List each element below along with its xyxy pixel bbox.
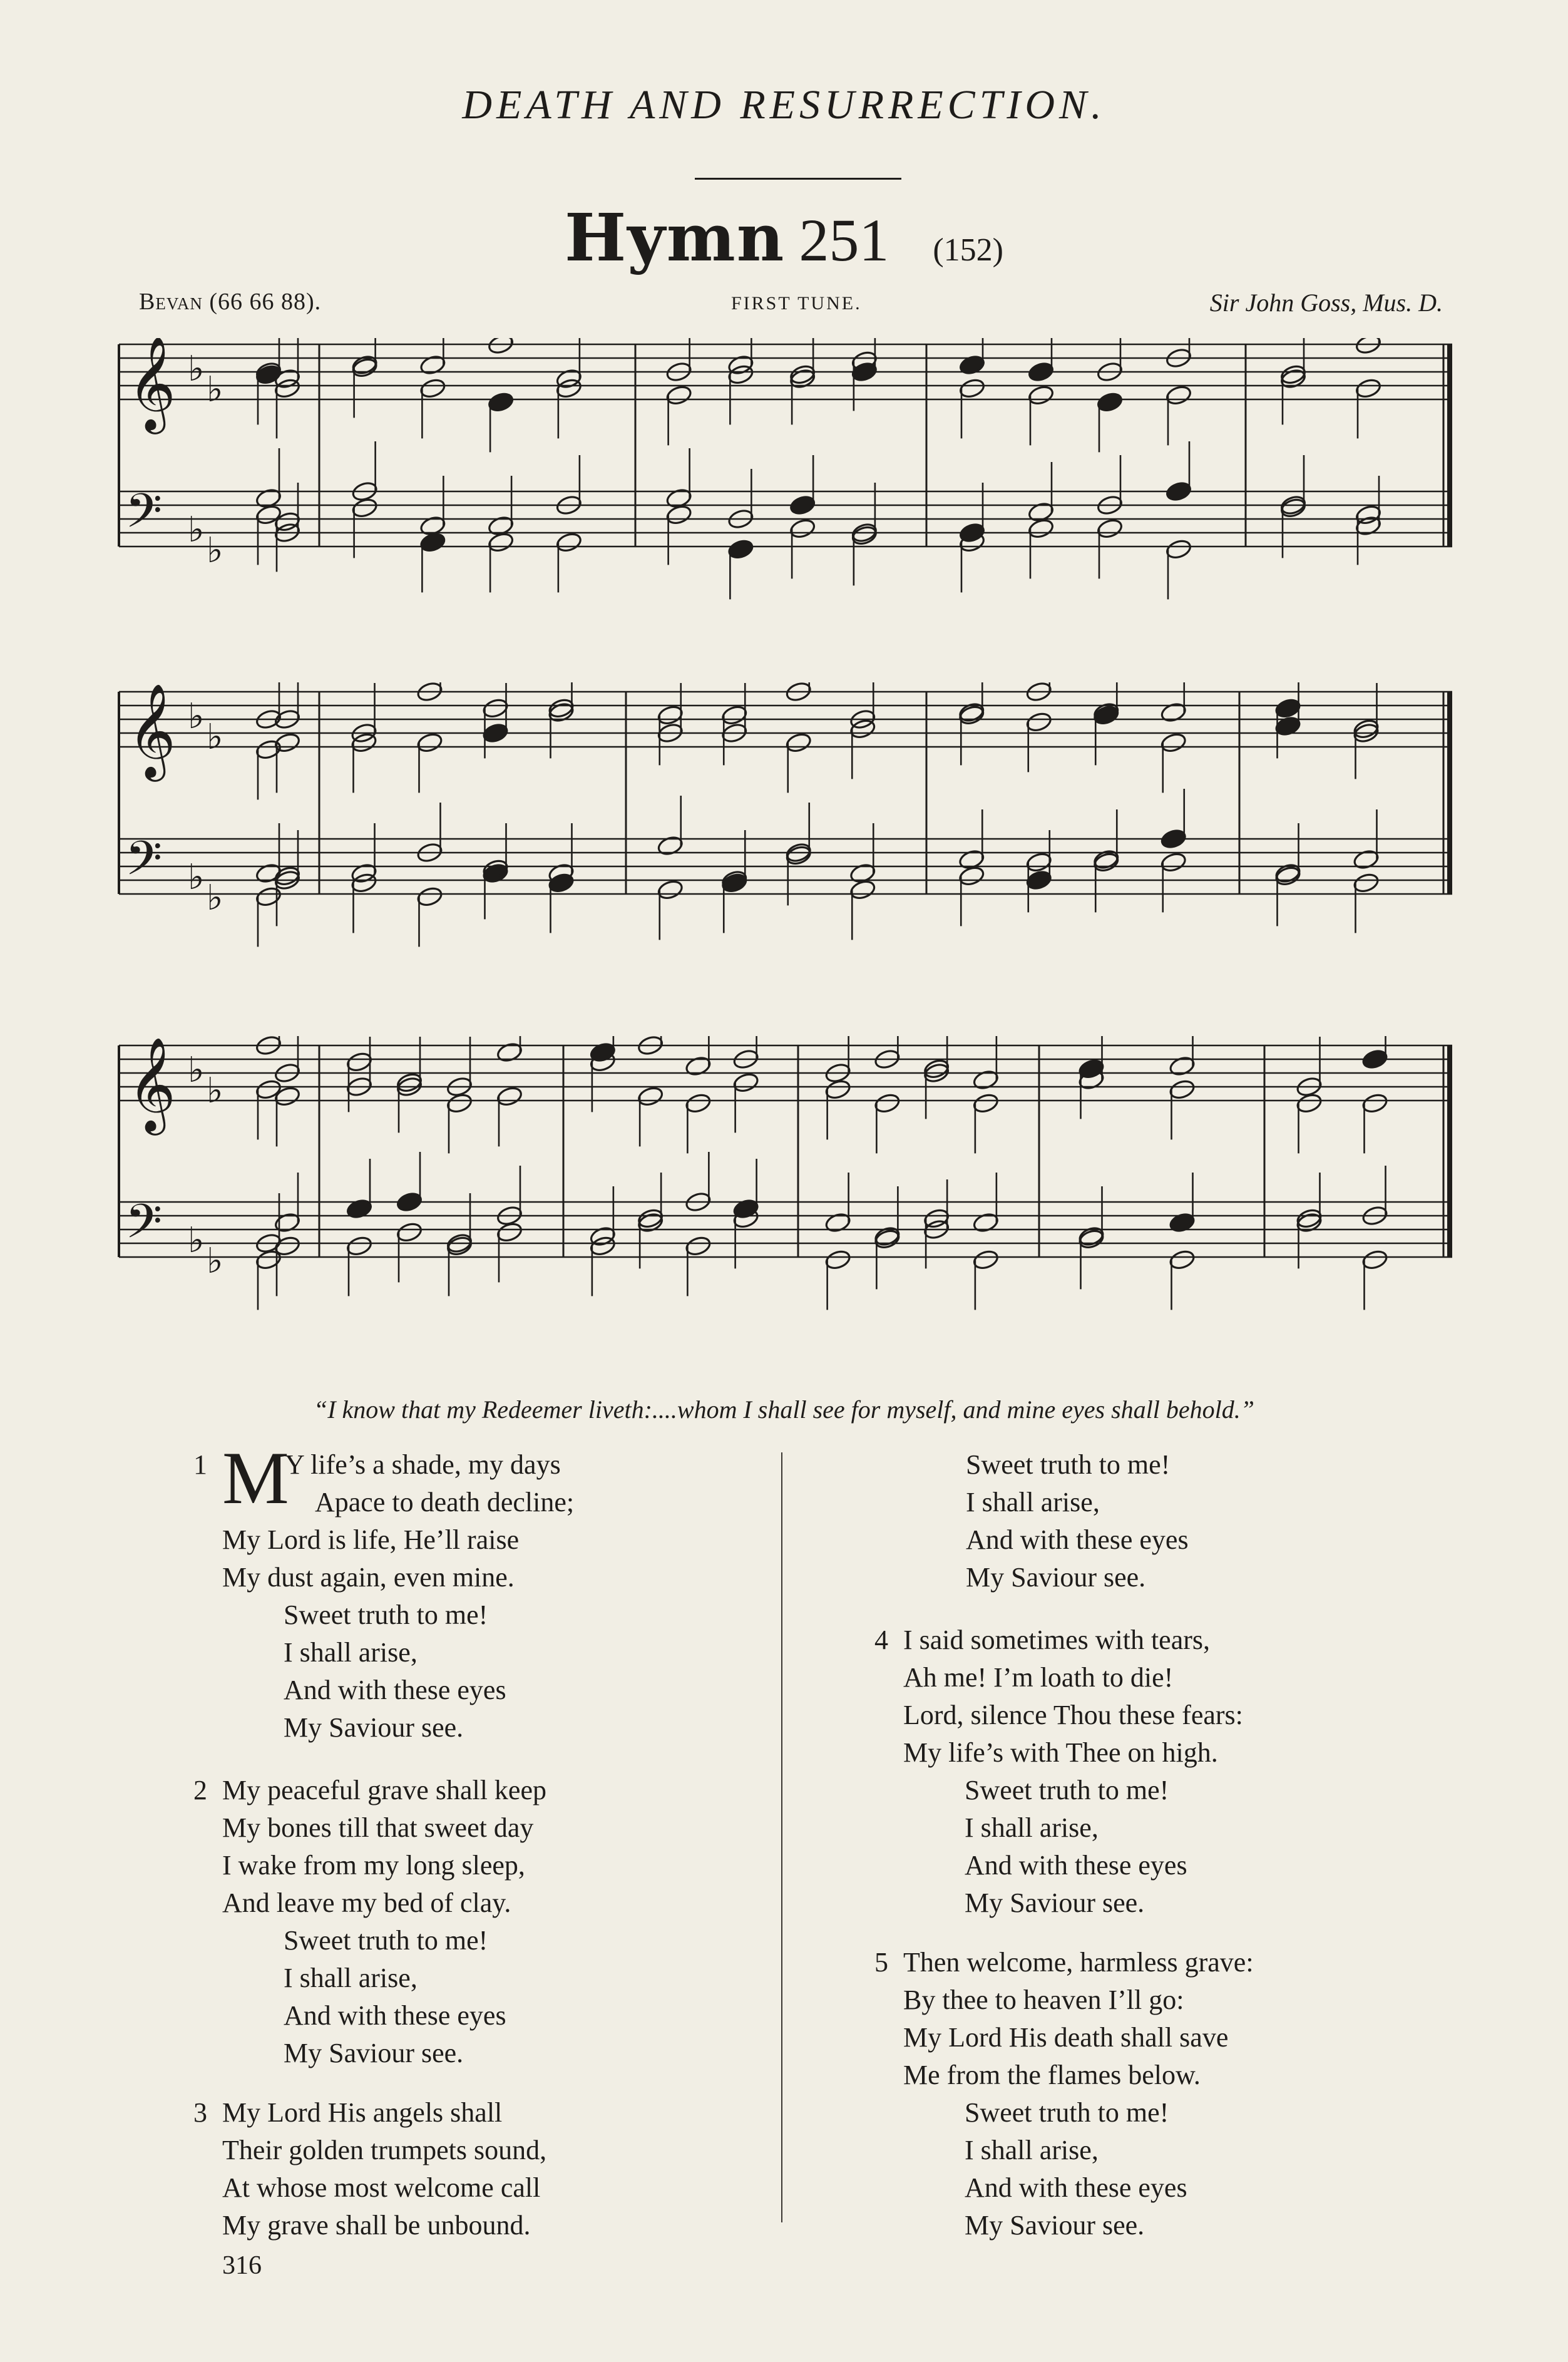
verse-line: Y life’s a shade, my days (285, 1449, 561, 1480)
music-system-3 (113, 1036, 1458, 1343)
tune-name: Bevan (66 66 88). (139, 289, 322, 315)
verse-line: I shall arise, (965, 1812, 1099, 1843)
note-head (487, 531, 515, 554)
note-head (482, 722, 510, 744)
note-head (732, 1072, 760, 1094)
treble-clef: 𝄞 (128, 338, 176, 430)
note-head (665, 384, 693, 407)
epigraph: “I know that my Redeemer liveth:....whom I shall see for myself, and mine eyes shall behold.” (313, 1395, 1255, 1424)
note-head (684, 1055, 712, 1077)
note-head (972, 1092, 1000, 1115)
note-head (1355, 377, 1382, 400)
page-number: 316 (222, 2251, 262, 2280)
note-head (727, 538, 754, 561)
note-head (496, 1086, 523, 1108)
verse-line: Me from the flames below. (903, 2060, 1201, 2090)
final-barline-thick (1447, 344, 1452, 547)
column-divider (781, 1452, 782, 2222)
hymn-alt-number: (152) (933, 232, 1003, 268)
note-head (487, 338, 515, 356)
note-head (1296, 1092, 1323, 1115)
treble-clef: 𝄞 (128, 682, 176, 778)
note-head (720, 704, 748, 727)
section-heading: DEATH AND RESURRECTION. (462, 82, 1106, 128)
note-head (396, 1191, 423, 1213)
composer: Sir John Goss, Mus. D. (1209, 289, 1443, 317)
note-head (1355, 338, 1382, 356)
note-head (1274, 697, 1302, 720)
flat-sign: ♭ (207, 1241, 223, 1281)
note-head (416, 886, 444, 908)
verse-number: 5 (874, 1947, 888, 1978)
note-head (1361, 1048, 1389, 1071)
flat-sign: ♭ (188, 1050, 205, 1091)
verse-line: Their golden trumpets sound, (222, 2135, 547, 2165)
verse-line: Sweet truth to me! (966, 1449, 1171, 1480)
note-head (487, 391, 515, 414)
verse-line: And with these eyes (284, 1675, 506, 1705)
note-head (665, 504, 693, 526)
final-barline-thick (1447, 692, 1452, 894)
note-head (419, 377, 446, 400)
note-head (824, 1211, 852, 1234)
verse-line: My Lord His angels shall (222, 2097, 503, 2128)
verse-line: I shall arise, (284, 1963, 418, 1993)
note-head (1025, 711, 1053, 734)
note-head (555, 531, 583, 554)
verse-line: And with these eyes (965, 1850, 1187, 1881)
bass-clef: 𝄢 (125, 1194, 163, 1261)
note-head (416, 732, 444, 754)
note-head (785, 682, 812, 703)
note-head (958, 377, 986, 400)
note-head (351, 497, 379, 520)
note-head (346, 1051, 373, 1074)
verse-line: My dust again, even mine. (222, 1562, 515, 1593)
note-head (482, 697, 510, 720)
music-system-1 (113, 338, 1458, 626)
verse-number: 3 (193, 2097, 207, 2128)
note-head (1096, 391, 1124, 414)
verse-line: Sweet truth to me! (965, 1775, 1169, 1805)
note-head (824, 1249, 852, 1271)
verse-3-continued (966, 1446, 1189, 1596)
verse-line: I shall arise, (966, 1487, 1100, 1517)
flat-sign: ♭ (188, 696, 205, 737)
verse-1 (193, 1436, 575, 1747)
flat-sign: ♭ (188, 349, 205, 389)
verse-line: And with these eyes (965, 2172, 1187, 2203)
verse-line: Apace to death decline; (315, 1487, 575, 1517)
note-head (496, 1041, 523, 1064)
verse-line: And leave my bed of clay. (222, 1887, 511, 1918)
note-head (1165, 384, 1192, 407)
verse-line: Sweet truth to me! (284, 1925, 488, 1956)
note-head (416, 682, 444, 703)
note-head (1361, 1249, 1389, 1271)
heading-rule (695, 178, 901, 180)
verse-line: My Saviour see. (965, 1887, 1145, 1918)
note-head (1160, 732, 1187, 754)
flat-sign: ♭ (207, 1071, 223, 1111)
verse-line: Then welcome, harmless grave: (903, 1947, 1254, 1978)
note-head (1027, 361, 1055, 383)
tune-label: FIRST TUNE. (731, 293, 862, 314)
verse-2 (193, 1772, 546, 2072)
verse-line: I wake from my long sleep, (222, 1850, 525, 1881)
verse-line: I shall arise, (965, 2135, 1099, 2165)
verse-line: My Lord His death shall save (903, 2022, 1229, 2053)
flat-sign: ♭ (207, 878, 223, 918)
note-head (972, 1249, 1000, 1271)
flat-sign: ♭ (207, 717, 223, 757)
note-head (657, 704, 684, 727)
note-head (785, 732, 812, 754)
note-head (1353, 872, 1380, 895)
note-head (1096, 518, 1124, 540)
note-head (496, 1221, 523, 1244)
note-head (274, 1211, 301, 1234)
treble-clef: 𝄞 (128, 1036, 176, 1131)
note-head (255, 504, 282, 526)
music-system-2 (113, 682, 1458, 970)
note-head (873, 1092, 901, 1115)
hymn-word: Hymn (565, 199, 786, 276)
note-head (1160, 851, 1187, 874)
note-head (1165, 480, 1192, 503)
note-head (824, 1079, 852, 1101)
note-head (419, 354, 446, 376)
verse-line: My Saviour see. (966, 1562, 1146, 1593)
verse-number: 1 (193, 1449, 207, 1480)
note-head (1165, 538, 1192, 561)
flat-sign: ♭ (188, 510, 205, 550)
verse-line: By thee to heaven I’ll go: (903, 1985, 1184, 2015)
bass-clef: 𝄢 (125, 483, 163, 550)
note-head (1027, 518, 1055, 540)
verse-number: 4 (874, 1625, 888, 1655)
hymn-number: 251 (799, 207, 889, 274)
verse-line: And with these eyes (284, 2000, 506, 2031)
note-head (255, 1036, 282, 1057)
verse-line: My Lord is life, He’ll raise (222, 1524, 520, 1555)
note-head (1169, 1249, 1196, 1271)
note-head (637, 1086, 664, 1108)
flat-sign: ♭ (188, 1220, 205, 1261)
verse-line: Lord, silence Thou these fears: (903, 1700, 1243, 1730)
note-head (255, 1079, 282, 1101)
verse-number: 2 (193, 1775, 207, 1805)
verse-3 (193, 2094, 547, 2244)
note-head (972, 1069, 1000, 1091)
verse-line: My Saviour see. (965, 2210, 1145, 2241)
flat-sign: ♭ (207, 369, 223, 410)
verse-line: My peaceful grave shall keep (222, 1775, 546, 1805)
note-head (1169, 1211, 1196, 1234)
note-head (1160, 701, 1187, 724)
note-head (1160, 828, 1187, 850)
note-head (274, 1086, 301, 1108)
note-head (419, 531, 446, 554)
note-head (657, 879, 684, 901)
note-head (1274, 715, 1302, 737)
note-head (958, 865, 985, 888)
note-head (346, 1235, 373, 1258)
verse-line: Ah me! I’m loath to die! (903, 1662, 1174, 1693)
verse-line: And with these eyes (966, 1524, 1189, 1555)
note-head (396, 1221, 423, 1244)
note-head (1361, 1092, 1389, 1115)
verse-5 (874, 1944, 1254, 2244)
flat-sign: ♭ (207, 530, 223, 571)
note-head (637, 1036, 664, 1057)
note-head (958, 354, 986, 376)
verse-line: My life’s with Thee on high. (903, 1737, 1218, 1768)
note-head (789, 494, 816, 516)
note-head (849, 879, 876, 901)
note-head (1027, 384, 1055, 407)
note-head (1025, 869, 1053, 891)
note-head (346, 1198, 373, 1220)
verse-4 (874, 1621, 1243, 1922)
verse-line: At whose most welcome call (222, 2172, 541, 2203)
verse-line: My grave shall be unbound. (222, 2210, 531, 2241)
note-head (1353, 848, 1380, 871)
final-barline-thick (1447, 1045, 1452, 1257)
verse-line: I shall arise, (284, 1637, 418, 1668)
bass-clef: 𝄢 (125, 831, 163, 898)
note-head (1169, 1079, 1196, 1101)
drop-cap: M (222, 1436, 289, 1519)
note-head (789, 518, 816, 540)
flat-sign: ♭ (188, 857, 205, 898)
note-head (255, 886, 282, 908)
note-head (1025, 682, 1053, 703)
note-head (446, 1092, 473, 1115)
verse-line: My Saviour see. (284, 2038, 464, 2068)
verse-line: Sweet truth to me! (965, 2097, 1169, 2128)
verse-line: Sweet truth to me! (284, 1599, 488, 1630)
note-head (1025, 851, 1053, 874)
note-head (684, 1235, 712, 1258)
verse-line: My Saviour see. (284, 1712, 464, 1743)
note-head (972, 1211, 1000, 1234)
verse-line: I said sometimes with tears, (903, 1625, 1211, 1655)
note-head (1169, 1055, 1196, 1077)
hymn-title (0, 199, 1568, 276)
note-head (657, 834, 684, 857)
note-head (684, 1092, 712, 1115)
verse-line: My bones till that sweet day (222, 1812, 534, 1843)
